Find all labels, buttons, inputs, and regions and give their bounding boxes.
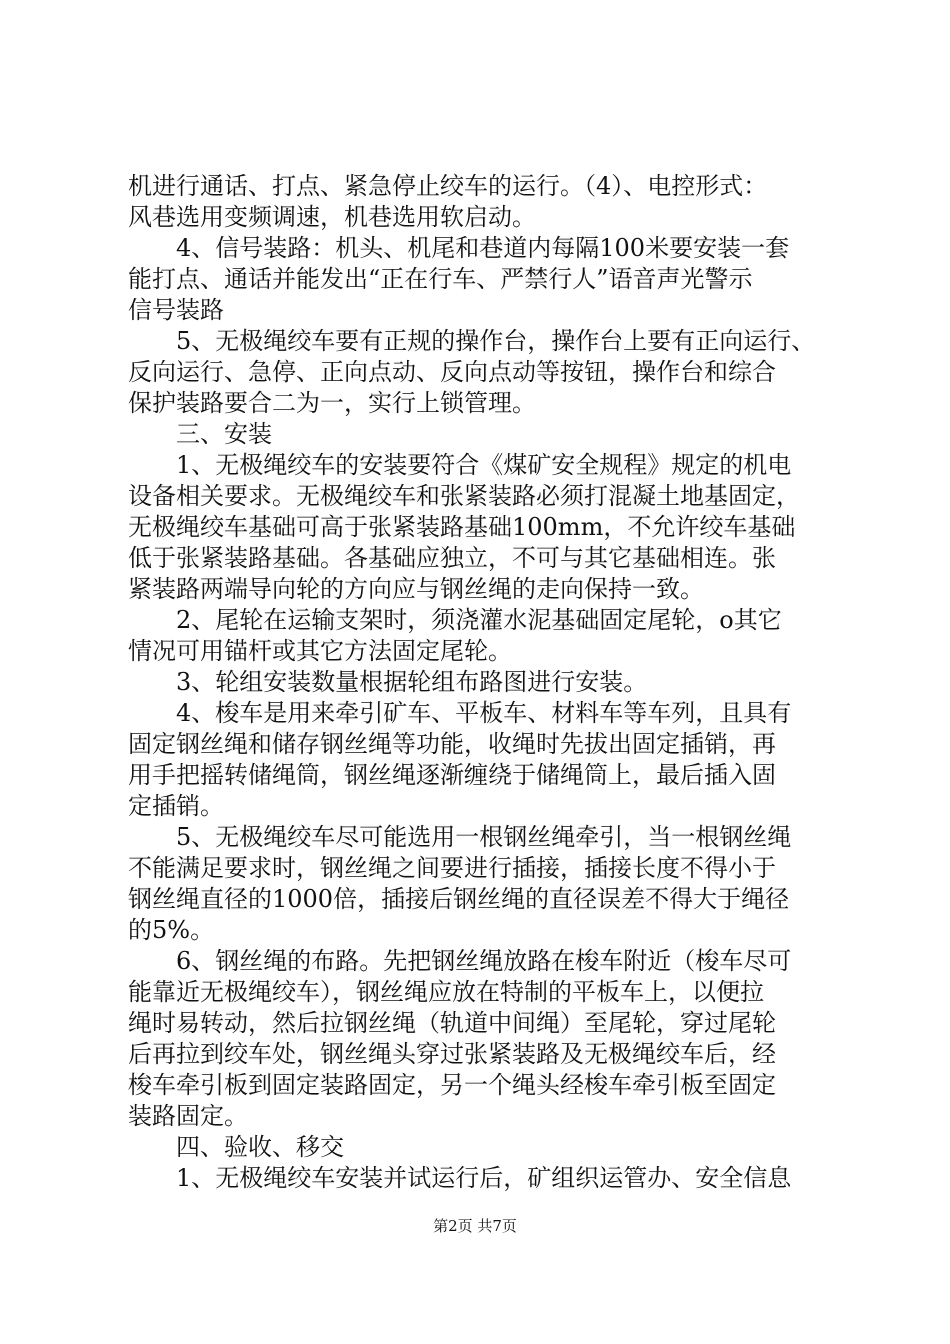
text-line: 风巷选用变频调速，机巷选用软启动。 (128, 203, 536, 231)
text-line: 梭车牵引板到固定装路固定，另一个绳头经梭车牵引板至固定 (128, 1071, 776, 1099)
text-line: 固定钢丝绳和储存钢丝绳等功能，收绳时先拔出固定插销，再 (128, 730, 776, 758)
text-line: 无极绳绞车基础可高于张紧装路基础100mm，不允许绞车基础 (128, 513, 796, 541)
text-line: 能打点、通话并能发出“正在行车、严禁行人”语音声光警示 (128, 265, 753, 293)
text-line: 绳时易转动，然后拉钢丝绳（轨道中间绳）至尾轮，穿过尾轮 (128, 1009, 776, 1037)
text-line: 机进行通话、打点、紧急停止绞车的运行。（4）、电控形式： (128, 172, 768, 200)
text-line: 装路固定。 (128, 1102, 248, 1130)
page-footer: 第2页 共7页 (433, 1217, 517, 1235)
section-heading: 三、安装 (176, 420, 272, 448)
section-heading: 四、验收、移交 (176, 1133, 344, 1161)
text-line: 钢丝绳直径的1000倍，插接后钢丝绳的直径误差不得大于绳径 (128, 885, 790, 913)
text-line: 能靠近无极绳绞车），钢丝绳应放在特制的平板车上，以便拉 (128, 978, 764, 1006)
paragraph-start: 1、无极绳绞车安装并试运行后，矿组织运管办、安全信息 (176, 1164, 792, 1192)
paragraph-start: 6、钢丝绳的布路。先把钢丝绳放路在梭车附近（梭车尽可 (176, 947, 792, 975)
paragraph-start: 5、无极绳绞车要有正规的操作台，操作台上要有正向运行、 (176, 327, 816, 355)
document-body (128, 171, 828, 1194)
paragraph-start: 5、无极绳绞车尽可能选用一根钢丝绳牵引，当一根钢丝绳 (176, 823, 792, 851)
text-line: 反向运行、急停、正向点动、反向点动等按钮，操作台和综合 (128, 358, 776, 386)
text-line: 紧装路两端导向轮的方向应与钢丝绳的走向保持一致。 (128, 575, 704, 603)
text-line: 定插销。 (128, 792, 224, 820)
text-line: 低于张紧装路基础。各基础应独立，不可与其它基础相连。张 (128, 544, 776, 572)
paragraph-start: 4、梭车是用来牵引矿车、平板车、材料车等车列，且具有 (176, 699, 792, 727)
paragraph-start: 2、尾轮在运输支架时，须浇灌水泥基础固定尾轮，o其它 (176, 606, 782, 634)
text-line: 的5%。 (128, 916, 215, 944)
paragraph-start: 3、轮组安装数量根据轮组布路图进行安装。 (176, 668, 648, 696)
text-line: 保护装路要合二为一，实行上锁管理。 (128, 389, 536, 417)
text-line: 后再拉到绞车处，钢丝绳头穿过张紧装路及无极绳绞车后，经 (128, 1040, 776, 1068)
text-line: 用手把摇转储绳筒，钢丝绳逐渐缠绕于储绳筒上，最后插入固 (128, 761, 776, 789)
text-line: 设备相关要求。无极绳绞车和张紧装路必须打混凝土地基固定， (128, 482, 800, 510)
text-line: 信号装路 (128, 296, 224, 324)
paragraph-start: 1、无极绳绞车的安装要符合《煤矿安全规程》规定的机电 (176, 451, 792, 479)
text-line: 不能满足要求时，钢丝绳之间要进行插接，插接长度不得小于 (128, 854, 776, 882)
paragraph-start: 4、信号装路：机头、机尾和巷道内每隔100米要安装一套 (176, 234, 790, 262)
text-line: 情况可用锚杆或其它方法固定尾轮。 (128, 637, 512, 665)
